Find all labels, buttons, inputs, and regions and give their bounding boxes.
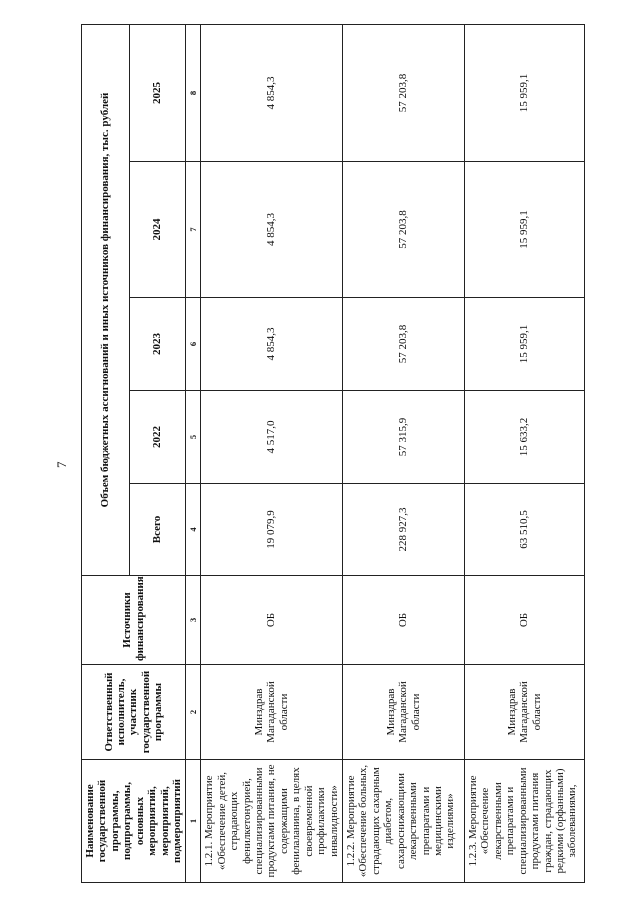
row-2022: 15 633,2 xyxy=(465,391,585,484)
row-executor: Минздрав Магаданской области xyxy=(201,665,343,760)
row-2023: 57 203,8 xyxy=(343,298,465,391)
row-name: 1.2.1. Мероприятие «Обеспечение детей, страдающих фенилкетонурией, специализированными продуктами питания, не содержащими фенилаланина, в целях своевременной профилактики инвалидности» xyxy=(201,760,343,883)
row-executor: Минздрав Магаданской области xyxy=(343,665,465,760)
column-number: 2 xyxy=(186,665,201,760)
header-2024: 2024 xyxy=(130,162,186,298)
header-executor: Ответственный исполнитель, участник государственной программы xyxy=(82,665,186,760)
column-number: 7 xyxy=(186,162,201,298)
row-name: 1.2.2. Мероприятие «Обеспечение больных, страдающих сахарным диабетом, сахароснижающими лекарственными препаратами и медицинскими изделиями» xyxy=(343,760,465,883)
header-2022: 2022 xyxy=(130,391,186,484)
row-source: ОБ xyxy=(343,576,465,665)
row-2025: 4 854,3 xyxy=(201,24,343,161)
row-total: 228 927,3 xyxy=(343,484,465,576)
column-number: 5 xyxy=(186,391,201,484)
header-total: Всего xyxy=(130,484,186,576)
column-number: 3 xyxy=(186,576,201,665)
column-number: 8 xyxy=(186,24,201,161)
header-funding: Объем бюджетных ассигнований и иных источников финансирования, тыс. рублей xyxy=(82,24,130,575)
funding-table-rotated xyxy=(81,25,579,883)
header-2025: 2025 xyxy=(130,24,186,161)
row-2025: 57 203,8 xyxy=(343,24,465,161)
funding-table xyxy=(81,24,585,883)
row-2024: 4 854,3 xyxy=(201,162,343,298)
table-row xyxy=(201,24,343,882)
row-executor: Минздрав Магаданской области xyxy=(465,665,585,760)
row-total: 19 079,9 xyxy=(201,484,343,576)
header-2023: 2023 xyxy=(130,298,186,391)
row-2024: 57 203,8 xyxy=(343,162,465,298)
page-number: 7 xyxy=(54,461,69,468)
column-number: 4 xyxy=(186,484,201,576)
row-2025: 15 959,1 xyxy=(465,24,585,161)
row-2024: 15 959,1 xyxy=(465,162,585,298)
row-name: 1.2.3. Мероприятие «Обеспечение лекарственными препаратами и специализированными продуктами питания граждан, страдающих редкими (орфанными) заболеваниями, xyxy=(465,760,585,883)
row-2023: 4 854,3 xyxy=(201,298,343,391)
row-2022: 57 315,9 xyxy=(343,391,465,484)
column-number-row xyxy=(186,24,201,882)
header-name: Наименование государственной программы, подпрограммы, основных мероприятий, мероприятий, подмероприятий xyxy=(82,760,186,883)
column-number: 6 xyxy=(186,298,201,391)
row-2022: 4 517,0 xyxy=(201,391,343,484)
row-2023: 15 959,1 xyxy=(465,298,585,391)
table-row xyxy=(465,24,585,882)
row-source: ОБ xyxy=(201,576,343,665)
row-total: 63 510,5 xyxy=(465,484,585,576)
column-number: 1 xyxy=(186,760,201,883)
header-sources: Источники финансирования xyxy=(82,576,186,665)
row-source: ОБ xyxy=(465,576,585,665)
table-row xyxy=(343,24,465,882)
